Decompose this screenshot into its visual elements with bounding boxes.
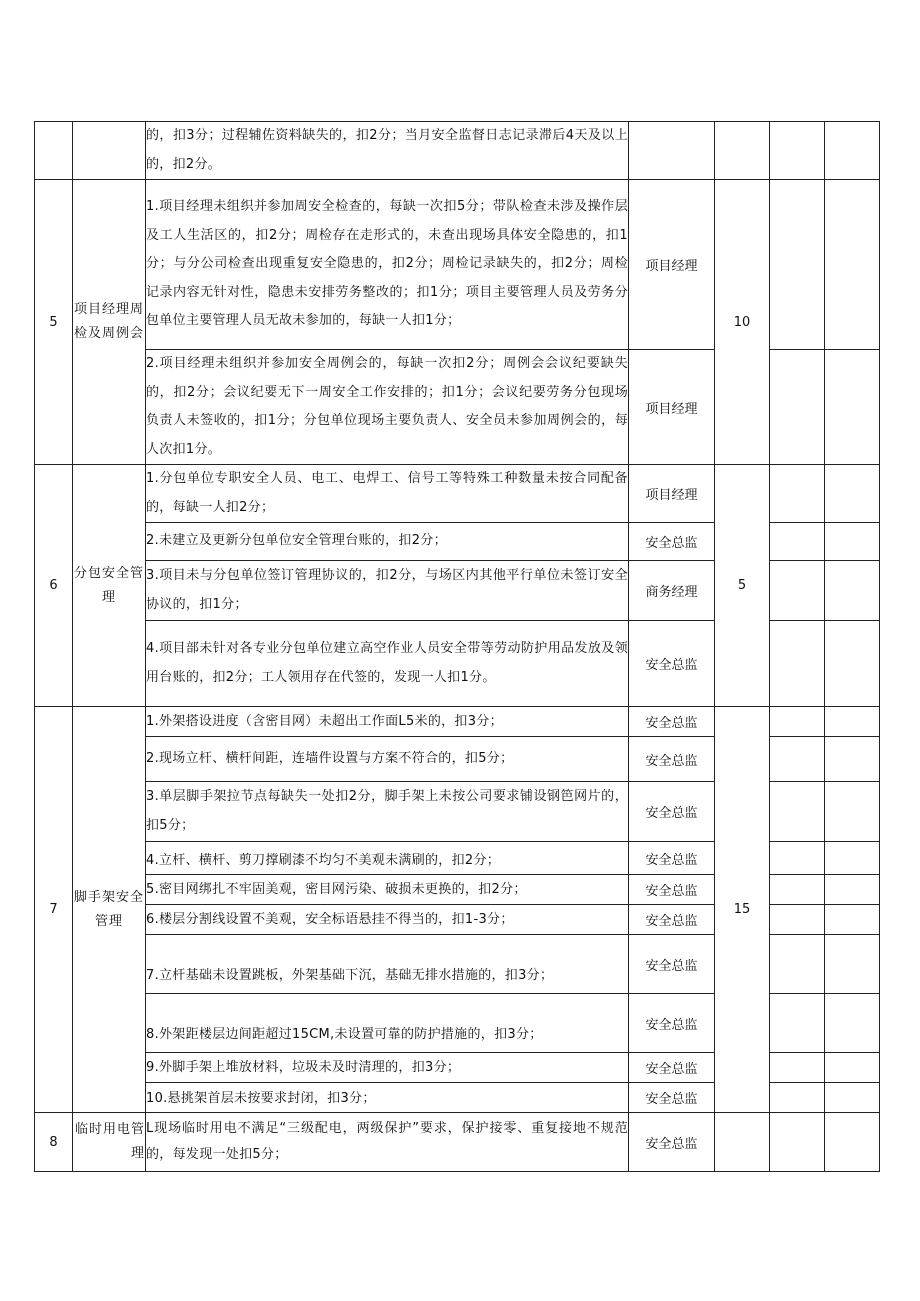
- deduction-cell: [770, 707, 825, 737]
- deduction-cell: [770, 994, 825, 1053]
- item-cell: 分包安全管理: [73, 465, 146, 707]
- table-row: [35, 1113, 880, 1172]
- deduction-cell: [770, 1113, 825, 1172]
- table-row: [35, 180, 880, 350]
- position-cell: 安全总监: [629, 1113, 715, 1172]
- deduction-cell: [770, 1053, 825, 1083]
- criteria-cell: 1.分包单位专职安全人员、电工、电焊工、信号工等特殊工种数量未按合同配备的，每缺一人扣2分；: [146, 465, 629, 523]
- remark-cell: [825, 737, 880, 782]
- position-cell: 安全总监: [629, 905, 715, 935]
- item-cell: 脚手架安全管理: [73, 707, 146, 1113]
- score-cell: [715, 122, 770, 180]
- position-cell: 安全总监: [629, 707, 715, 737]
- table-row: [35, 122, 880, 180]
- item-cell: [73, 122, 146, 180]
- score-cell: 10: [715, 180, 770, 465]
- position-cell: 安全总监: [629, 737, 715, 782]
- position-cell: [629, 122, 715, 180]
- score-cell: 5: [715, 465, 770, 707]
- position-cell: 安全总监: [629, 994, 715, 1053]
- table-row: [35, 707, 880, 737]
- remark-cell: [825, 1083, 880, 1113]
- deduction-cell: [770, 621, 825, 707]
- criteria-cell: 4.立杆、横杆、剪刀撑刷漆不均匀不美观未满刷的，扣2分；: [146, 842, 629, 875]
- deduction-cell: [770, 737, 825, 782]
- deduction-cell: [770, 782, 825, 842]
- position-cell: 项目经理: [629, 465, 715, 523]
- position-cell: 商务经理: [629, 561, 715, 621]
- remark-cell: [825, 122, 880, 180]
- remark-cell: [825, 465, 880, 523]
- criteria-cell: 2.项目经理未组织并参加安全周例会的，每缺一次扣2分；周例会会议纪要缺失的，扣2分；会议纪要无下一周安全工作安排的；扣1分；会议纪要劳务分包现场负责人未签收的，扣1分；分包单位现场主要负责人、安全员未参加周例会的，每人次扣1分。: [146, 350, 629, 465]
- number-cell: 6: [35, 465, 73, 707]
- remark-cell: [825, 1053, 880, 1083]
- position-cell: 安全总监: [629, 523, 715, 561]
- number-cell: 8: [35, 1113, 73, 1172]
- remark-cell: [825, 994, 880, 1053]
- score-cell: 15: [715, 707, 770, 1113]
- deduction-cell: [770, 875, 825, 905]
- criteria-cell: 3.单层脚手架拉节点每缺失一处扣2分，脚手架上未按公司要求铺设钢笆网片的，扣5分；: [146, 782, 629, 842]
- remark-cell: [825, 621, 880, 707]
- safety-inspection-table: [34, 121, 880, 1172]
- position-cell: 安全总监: [629, 935, 715, 994]
- criteria-cell: 10.悬挑架首层未按要求封闭，扣3分；: [146, 1083, 629, 1113]
- criteria-cell: 3.项目未与分包单位签订管理协议的，扣2分，与场区内其他平行单位未签订安全协议的，扣1分；: [146, 561, 629, 621]
- deduction-cell: [770, 180, 825, 350]
- position-cell: 项目经理: [629, 180, 715, 350]
- criteria-cell: 2.现场立杆、横杆间距，连墙件设置与方案不符合的，扣5分；: [146, 737, 629, 782]
- position-cell: 安全总监: [629, 1053, 715, 1083]
- table-row: [35, 465, 880, 523]
- remark-cell: [825, 842, 880, 875]
- criteria-cell: 7.立杆基础未设置跳板，外架基础下沉，基础无排水措施的，扣3分；: [146, 935, 629, 994]
- number-cell: 7: [35, 707, 73, 1113]
- remark-cell: [825, 180, 880, 350]
- deduction-cell: [770, 523, 825, 561]
- remark-cell: [825, 782, 880, 842]
- criteria-cell: 的，扣3分；过程辅佐资料缺失的，扣2分；当月安全监督日志记录滞后4天及以上的，扣2分。: [146, 122, 629, 180]
- number-cell: 5: [35, 180, 73, 465]
- remark-cell: [825, 905, 880, 935]
- criteria-cell: 2.未建立及更新分包单位安全管理台账的，扣2分；: [146, 523, 629, 561]
- criteria-cell: 1.外架搭设进度（含密目网）未超出工作面L5米的，扣3分；: [146, 707, 629, 737]
- criteria-cell: 6.楼层分割线设置不美观，安全标语悬挂不得当的，扣1-3分；: [146, 905, 629, 935]
- position-cell: 项目经理: [629, 350, 715, 465]
- remark-cell: [825, 935, 880, 994]
- remark-cell: [825, 561, 880, 621]
- criteria-cell: L现场临时用电不满足“三级配电，两级保护”要求，保护接零、重复接地不规范的，每发现一处扣5分；: [146, 1113, 629, 1172]
- criteria-cell: 8.外架距楼层边间距超过15CM,未设置可靠的防护措施的，扣3分；: [146, 994, 629, 1053]
- remark-cell: [825, 523, 880, 561]
- criteria-cell: 5.密目网绑扎不牢固美观，密目网污染、破损未更换的，扣2分；: [146, 875, 629, 905]
- deduction-cell: [770, 935, 825, 994]
- deduction-cell: [770, 905, 825, 935]
- criteria-cell: 1.项目经理未组织并参加周安全检查的，每缺一次扣5分；带队检查未涉及操作层及工人生活区的，扣2分；周检存在走形式的，未查出现场具体安全隐患的，扣1分；与分公司检查出现重复安全隐患的，扣2分；周检记录缺失的，扣2分；周检记录内容无针对性，隐患未安排劳务整改的；扣1分；项目主要管理人员及劳务分包单位主要管理人员无故未参加的，每缺一人扣1分；: [146, 180, 629, 350]
- remark-cell: [825, 875, 880, 905]
- criteria-cell: 4.项目部未针对各专业分包单位建立高空作业人员安全带等劳动防护用品发放及领用台账的，扣2分；工人领用存在代签的，发现一人扣1分。: [146, 621, 629, 707]
- position-cell: 安全总监: [629, 875, 715, 905]
- score-cell: [715, 1113, 770, 1172]
- deduction-cell: [770, 561, 825, 621]
- deduction-cell: [770, 350, 825, 465]
- number-cell: [35, 122, 73, 180]
- item-cell: 项目经理周检及周例会: [73, 180, 146, 465]
- deduction-cell: [770, 1083, 825, 1113]
- deduction-cell: [770, 465, 825, 523]
- deduction-cell: [770, 122, 825, 180]
- remark-cell: [825, 707, 880, 737]
- criteria-cell: 9.外脚手架上堆放材料，垃圾未及时清理的，扣3分；: [146, 1053, 629, 1083]
- deduction-cell: [770, 842, 825, 875]
- position-cell: 安全总监: [629, 782, 715, 842]
- remark-cell: [825, 350, 880, 465]
- remark-cell: [825, 1113, 880, 1172]
- position-cell: 安全总监: [629, 621, 715, 707]
- item-cell: 临时用电管理: [73, 1113, 146, 1172]
- position-cell: 安全总监: [629, 1083, 715, 1113]
- position-cell: 安全总监: [629, 842, 715, 875]
